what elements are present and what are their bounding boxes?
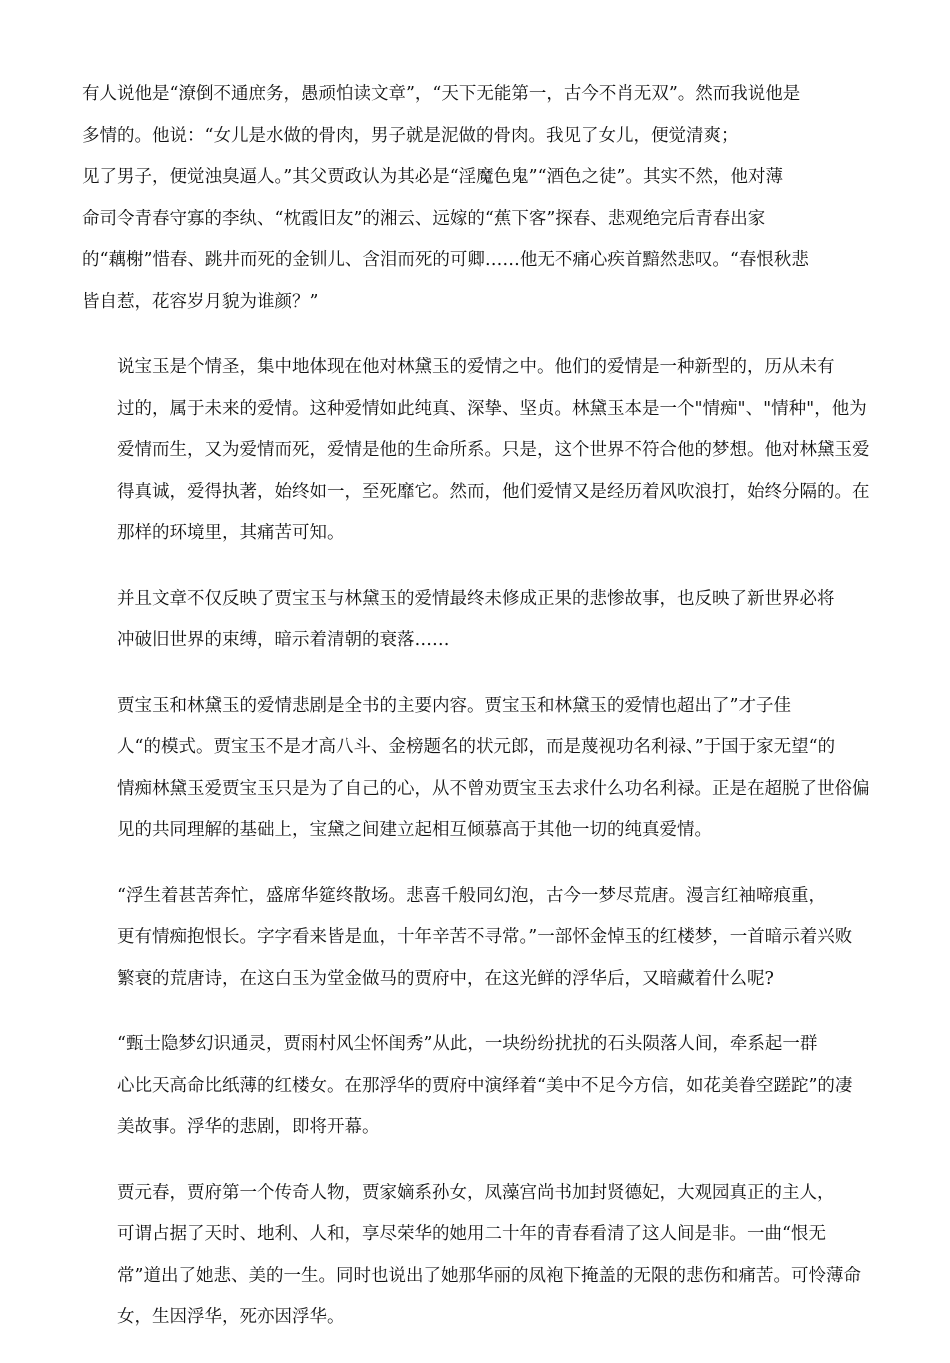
text-line: 繁衰的荒唐诗，在这白玉为堂金做马的贾府中，在这光鲜的浮华后，又暗藏着什么呢? xyxy=(117,968,774,989)
text-line: 冲破旧世界的束缚，暗示着清朝的衰落…… xyxy=(117,630,450,650)
text-line: 心比天高命比纸薄的红楼女。在那浮华的贾府中演绎着“美中不足今方信，如花美眷空蹉跎”的凄 xyxy=(117,1075,853,1096)
paragraph-love-tragedy xyxy=(82,686,872,852)
text-line: 美故事。浮华的悲剧，即将开幕。 xyxy=(117,1117,380,1137)
text-line: 贾元春，贾府第一个传奇人物，贾家嫡系孙女，凤藻宫尚书加封贤德妃，大观园真正的主人， xyxy=(117,1182,835,1203)
paragraph-yuanchun xyxy=(82,1173,872,1339)
text-line: 多情的。他说：“女儿是水做的骨肉，男子就是泥做的骨肉。我见了女儿，便觉清爽； xyxy=(82,125,739,146)
paragraph-love-saint xyxy=(82,347,872,555)
text-line: 常”道出了她悲、美的一生。同时也说出了她那华丽的凤袍下掩盖的无限的悲伤和痛苦。可怜薄命 xyxy=(117,1265,861,1286)
text-line: 过的，属于未来的爱情。这种爱情如此纯真、深挚、坚贞。林黛玉本是一个"情痴"、"情种"，他为 xyxy=(117,398,867,419)
text-line: 情痴林黛玉爱贾宝玉只是为了自己的心，从不曾劝贾宝玉去求什么功名利禄。正是在超脱了世俗偏 xyxy=(117,778,870,799)
paragraph-baoyu-affection xyxy=(82,74,872,323)
text-line: 更有情痴抱恨长。字字看来皆是血，十年辛苦不寻常。”一部怀金悼玉的红楼梦，一首暗示着兴败 xyxy=(117,927,853,947)
text-line: 得真诚，爱得执著，始终如一，至死靡它。然而，他们爱情又是经历着风吹浪打，始终分隔的。在 xyxy=(117,481,870,502)
paragraph-stone xyxy=(82,1024,872,1149)
text-line: 见了男子，便觉浊臭逼人。”其父贾政认为其必是“淫魔色鬼”“酒色之徒”。其实不然，他对薄 xyxy=(82,167,783,187)
text-line: 可谓占据了天时、地利、人和，享尽荣华的她用二十年的青春看清了这人间是非。一曲“恨无 xyxy=(117,1224,826,1244)
text-line: “甄士隐梦幻识通灵，贾雨村风尘怀闺秀”从此，一块纷纷扰扰的石头陨落人间，牵系起一群 xyxy=(117,1034,818,1054)
text-line: 爱情而生，又为爱情而死，爱情是他的生命所系。只是，这个世界不符合他的梦想。他对林黛玉爱 xyxy=(117,440,870,460)
text-line: 的“藕榭”惜春、跳井而死的金钏儿、含泪而死的可卿……他无不痛心疾首黯然悲叹。“春恨秋悲 xyxy=(82,250,809,270)
text-line: 女，生因浮华，死亦因浮华。 xyxy=(117,1307,345,1327)
text-line: 有人说他是“潦倒不通庶务，愚顽怕读文章”，“天下无能第一，古今不肖无双”。然而我说他是 xyxy=(82,84,801,104)
paragraph-new-world xyxy=(82,579,872,662)
text-line: 皆自惹，花容岁月貌为谁颜？” xyxy=(82,291,319,312)
text-line: 人“的模式。贾宝玉不是才高八斗、金榜题名的状元郎，而是蔑视功名利禄、”于国于家无望“的 xyxy=(117,737,836,757)
text-line: 见的共同理解的基础上，宝黛之间建立起相互倾慕高于其他一切的纯真爱情。 xyxy=(117,820,712,840)
text-line: 并且文章不仅反映了贾宝玉与林黛玉的爱情最终未修成正果的悲惨故事，也反映了新世界必将 xyxy=(117,588,835,609)
text-line: 那样的环境里，其痛苦可知。 xyxy=(117,523,345,543)
text-line: “浮生着甚苦奔忙，盛席华筵终散场。悲喜千般同幻泡，古今一梦尽荒唐。漫言红袖啼痕重， xyxy=(117,885,826,906)
text-line: 说宝玉是个情圣，集中地体现在他对林黛玉的爱情之中。他们的爱情是一种新型的，历从未有 xyxy=(117,357,835,377)
paragraph-poem xyxy=(82,876,872,1001)
text-line: 贾宝玉和林黛玉的爱情悲剧是全书的主要内容。贾宝玉和林黛玉的爱情也超出了”才子佳 xyxy=(117,695,791,716)
document-body xyxy=(82,74,872,1363)
text-line: 命司令青春守寡的李纨、“枕霞旧友”的湘云、远嫁的“蕉下客”探春、悲观绝完后青春出家 xyxy=(82,208,766,229)
